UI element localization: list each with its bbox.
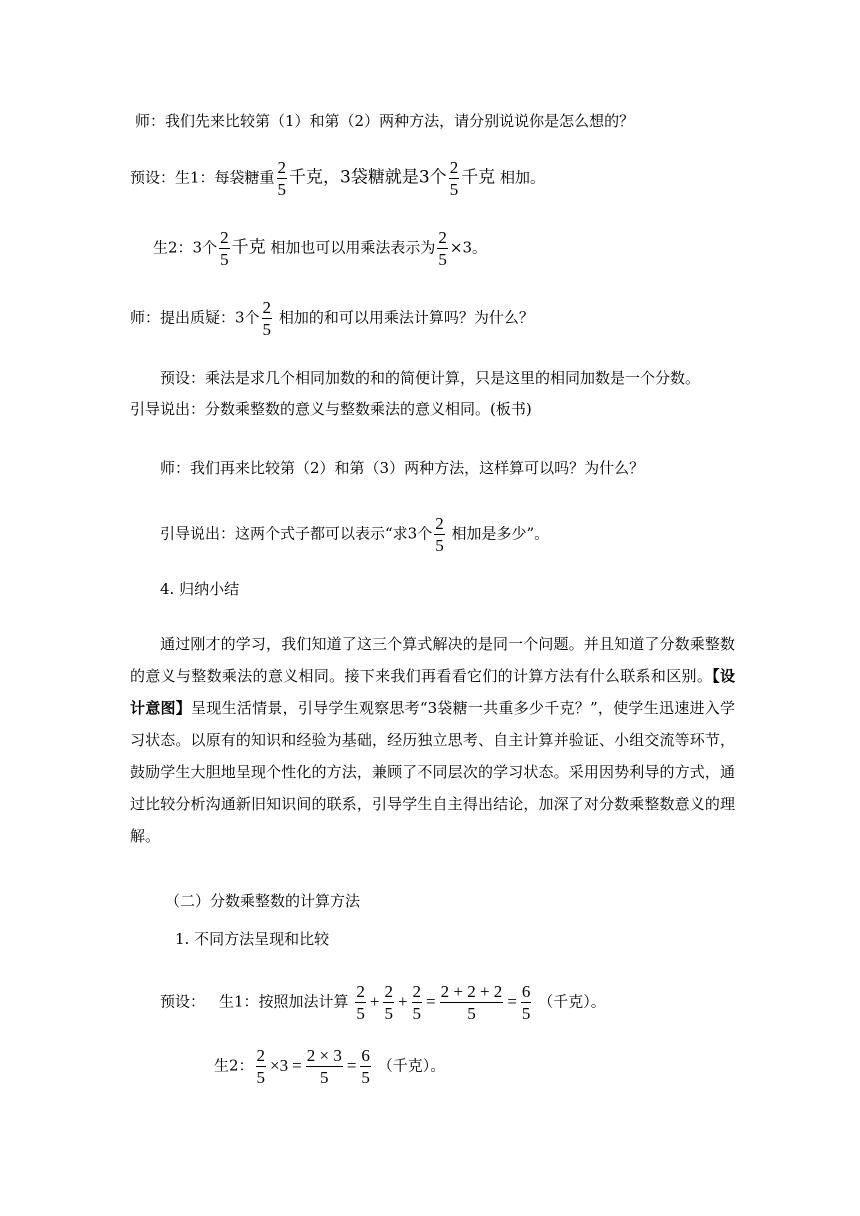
equals-sign: = (292, 1055, 302, 1075)
text-segment: 相加是多少”。 (451, 524, 550, 543)
section-heading-calculation: （二）分数乘整数的计算方法 (165, 892, 361, 910)
line-preset-multiplication: 预设：乘法是求几个相同加数的和的简便计算，只是这里的相同加数是一个分数。 (160, 369, 701, 387)
line-teacher-compare-1-2: 师：我们先来比较第（1）和第（2）两种方法，请分别说说你是怎么想的？ (135, 112, 635, 130)
text-segment: 生2：3个 (153, 238, 218, 257)
text-segment: 相加的和可以用乘法计算吗？为什么？ (278, 308, 534, 327)
paragraph-summary-text: 通过刚才的学习，我们知道了这三个算式解决的是同一个问题。并且知道了分数乘整数的意义与整数乘法的意义相同。接下来我们再看看它们的计算方法有什么联系和区别。 (130, 635, 735, 685)
fraction-six-fifths: $\frac{6}{5}$ (521, 982, 531, 1023)
text-segment: 千克，3袋糖就是3个 (289, 167, 447, 188)
line-student1-preset (130, 158, 545, 199)
line-guide-meaning: 引导说出：分数乘整数的意义与整数乘法的意义相同。(板书) (130, 400, 532, 418)
text-segment: 预设：生1：每袋糖重 (130, 168, 275, 187)
subheading-compare-methods: 1. 不同方法呈现和比较 (175, 930, 330, 948)
paragraph-summary (130, 628, 735, 852)
text-segment: 千克 (461, 167, 496, 188)
fraction-two-fifths: $\frac{2}{5}$ (256, 1046, 266, 1087)
fraction-two-fifths: $\frac{2}{5}$ (384, 982, 393, 1023)
fraction-two-fifths: $\frac{2}{5}$ (262, 298, 272, 339)
text-segment: 相加。 (499, 168, 545, 187)
fraction-two-fifths: $\frac{2}{5}$ (412, 982, 422, 1023)
equals-sign: = (507, 991, 517, 1011)
text-segment: 千克 (231, 237, 266, 258)
text-segment: 生1：按照加法计算 (219, 992, 349, 1011)
fraction-product: $\frac{2 \times 3}{5}$ (306, 1046, 342, 1087)
equals-sign: = (346, 1055, 357, 1075)
section-heading-summary: 4. 归纳小结 (160, 580, 240, 598)
equals-sign: = (426, 991, 436, 1011)
line-teacher-compare-2-3: 师：我们再来比较第（2）和第（3）两种方法，这样算可以吗？为什么？ (160, 459, 645, 477)
unit-text: （千克）。 (377, 1056, 446, 1075)
plus-sign: + (369, 991, 380, 1011)
text-segment: 预设： (160, 992, 206, 1011)
text-segment: 引导说出：这两个式子都可以表示“求3个 (160, 524, 433, 543)
fraction-two-fifths: $\frac{2}{5}$ (356, 982, 365, 1023)
fraction-two-fifths: $\frac{2}{5}$ (220, 228, 229, 269)
text-segment: ×3。 (449, 238, 488, 257)
design-intent-tag: 【设计意图】 (130, 667, 735, 717)
fraction-two-fifths: $\frac{2}{5}$ (449, 158, 459, 199)
plus-sign: + (397, 991, 408, 1011)
fraction-six-fifths: $\frac{6}{5}$ (361, 1046, 370, 1087)
fraction-two-fifths: $\frac{2}{5}$ (435, 514, 444, 555)
line-teacher-question (130, 298, 534, 339)
text-segment: 相加也可以用乘法表示为 (270, 238, 436, 257)
text-segment: 生2： (214, 1056, 254, 1075)
design-intent-text: 呈现生活情景，引导学生观察思考“3袋糖一共重多少千克？”，使学生迅速进入学习状态。以原有的知识和经验为基础，经历独立思考、自主计算并验证、小组交流等环节，鼓励学生大胆地呈现个性化的方法，兼顾了不同层次的学习状态。采用因势利导的方式，通过比较分析沟通新旧知识间的联系，引导学生自主得出结论，加深了对分数乘整数意义的理解。 (130, 699, 735, 845)
text-segment: 师：提出质疑：3个 (130, 308, 260, 327)
unit-text: （千克）。 (538, 992, 606, 1011)
line-student2 (153, 228, 487, 269)
line-guide-expression (160, 514, 549, 555)
fraction-sum: $\frac{2 + 2 + 2}{5}$ (440, 982, 503, 1023)
fraction-two-fifths: $\frac{2}{5}$ (438, 228, 447, 269)
times-three: ×3 (270, 1055, 289, 1075)
fraction-two-fifths: $\frac{2}{5}$ (277, 158, 287, 199)
line-student2-multiplication (214, 1046, 445, 1087)
line-student1-addition (160, 982, 606, 1023)
